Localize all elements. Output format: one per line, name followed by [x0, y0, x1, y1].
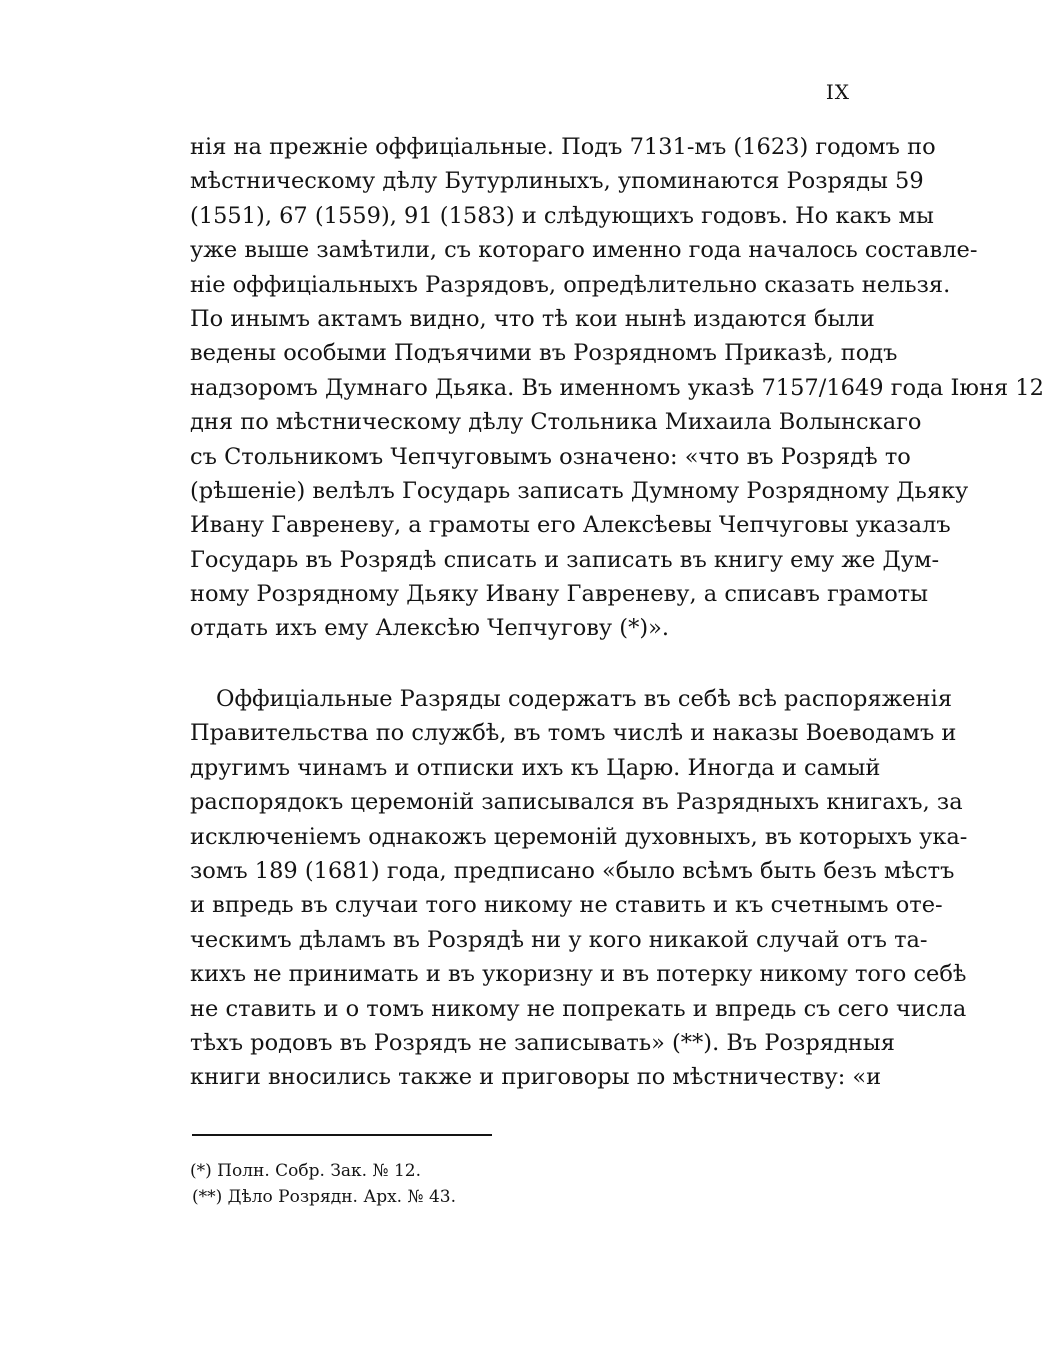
- text-line: Правительства по службѣ, въ томъ числѣ и наказы Воеводамъ и: [190, 720, 957, 747]
- text-line: тѣхъ родовъ въ Розрядъ не записывать» (**). Въ Розрядныя: [190, 1029, 895, 1056]
- text-line: другимъ чинамъ и отписки ихъ къ Царю. Иногда и самый: [190, 754, 881, 781]
- text-line: По инымъ актамъ видно, что тѣ кои нынѣ издаются были: [190, 305, 875, 332]
- text-line: и впредь въ случаи того никому не ставить и къ счетнымъ оте-: [190, 892, 943, 919]
- text-line: мѣстническому дѣлу Бутурлиныхъ, упоминаются Розряды 59: [190, 168, 924, 195]
- text-line: распорядокъ церемоній записывался въ Разрядныхъ книгахъ, за: [190, 789, 963, 816]
- text-line: (1551), 67 (1559), 91 (1583) и слѣдующихъ годовъ. Но какъ мы: [190, 202, 934, 229]
- text-line: кихъ не принимать и въ укоризну и въ потерку никому того себѣ: [190, 961, 967, 988]
- text-line: Государь въ Розрядѣ списать и записать въ книгу ему же Дум-: [190, 546, 940, 573]
- text-line: (рѣшеніе) велѣлъ Государь записать Думному Розрядному Дьяку: [190, 477, 969, 504]
- text-line: уже выше замѣтили, съ котораго именно года началось составле-: [190, 237, 978, 264]
- text-line: съ Стольникомъ Чепчуговымъ означено: «что въ Розрядѣ то: [190, 443, 911, 470]
- text-line: Ивану Гавреневу, а грамоты его Алексѣевы Чепчуговы указалъ: [190, 512, 951, 539]
- footnote: (*) Полн. Собр. Зак. № 12.: [190, 1161, 422, 1181]
- text-line: нія на прежніе оффиціальные. Подъ 7131-мъ (1623) годомъ по: [190, 134, 936, 160]
- page-number: IX: [825, 80, 850, 104]
- paragraph-2: [190, 682, 968, 1095]
- text-line: ніе оффиціальныхъ Разрядовъ, опредѣлительно сказать нельзя.: [190, 271, 951, 298]
- text-line: ному Розрядному Дьяку Ивану Гавреневу, а списавъ грамоты: [190, 581, 929, 608]
- text-line: ведены особыми Подъячими въ Розрядномъ Приказѣ, подъ: [190, 340, 898, 367]
- text-line: Оффиціальные Разряды содержатъ въ себѣ всѣ распоряженія: [216, 686, 953, 712]
- text-line: книги вносились также и приговоры по мѣстничеству: «и: [190, 1064, 882, 1091]
- text-line: исключеніемъ однакожъ церемоній духовныхъ, въ которыхъ ука-: [190, 823, 968, 850]
- text-line: ческимъ дѣламъ въ Розрядѣ ни у кого никакой случай отъ та-: [190, 926, 928, 953]
- text-line: не ставить и о томъ никому не попрекать и впредь съ сего числа: [190, 995, 967, 1022]
- text-line: отдать ихъ ему Алексѣю Чепчугову (*)».: [190, 615, 670, 642]
- footnote: (**) Дѣло Розрядн. Арх. № 43.: [192, 1187, 457, 1207]
- text-line: надзоромъ Думнаго Дьяка. Въ именномъ указѣ 7157/1649 года Іюня 12: [190, 374, 1044, 401]
- text-line: зомъ 189 (1681) года, предписано «было всѣмъ быть безъ мѣстъ: [190, 857, 955, 884]
- text-line: дня по мѣстническому дѣлу Стольника Михаила Волынскаго: [190, 409, 922, 436]
- paragraph-1: [190, 130, 1044, 646]
- footnotes: [190, 1158, 790, 1210]
- footnote-divider: [192, 1134, 492, 1136]
